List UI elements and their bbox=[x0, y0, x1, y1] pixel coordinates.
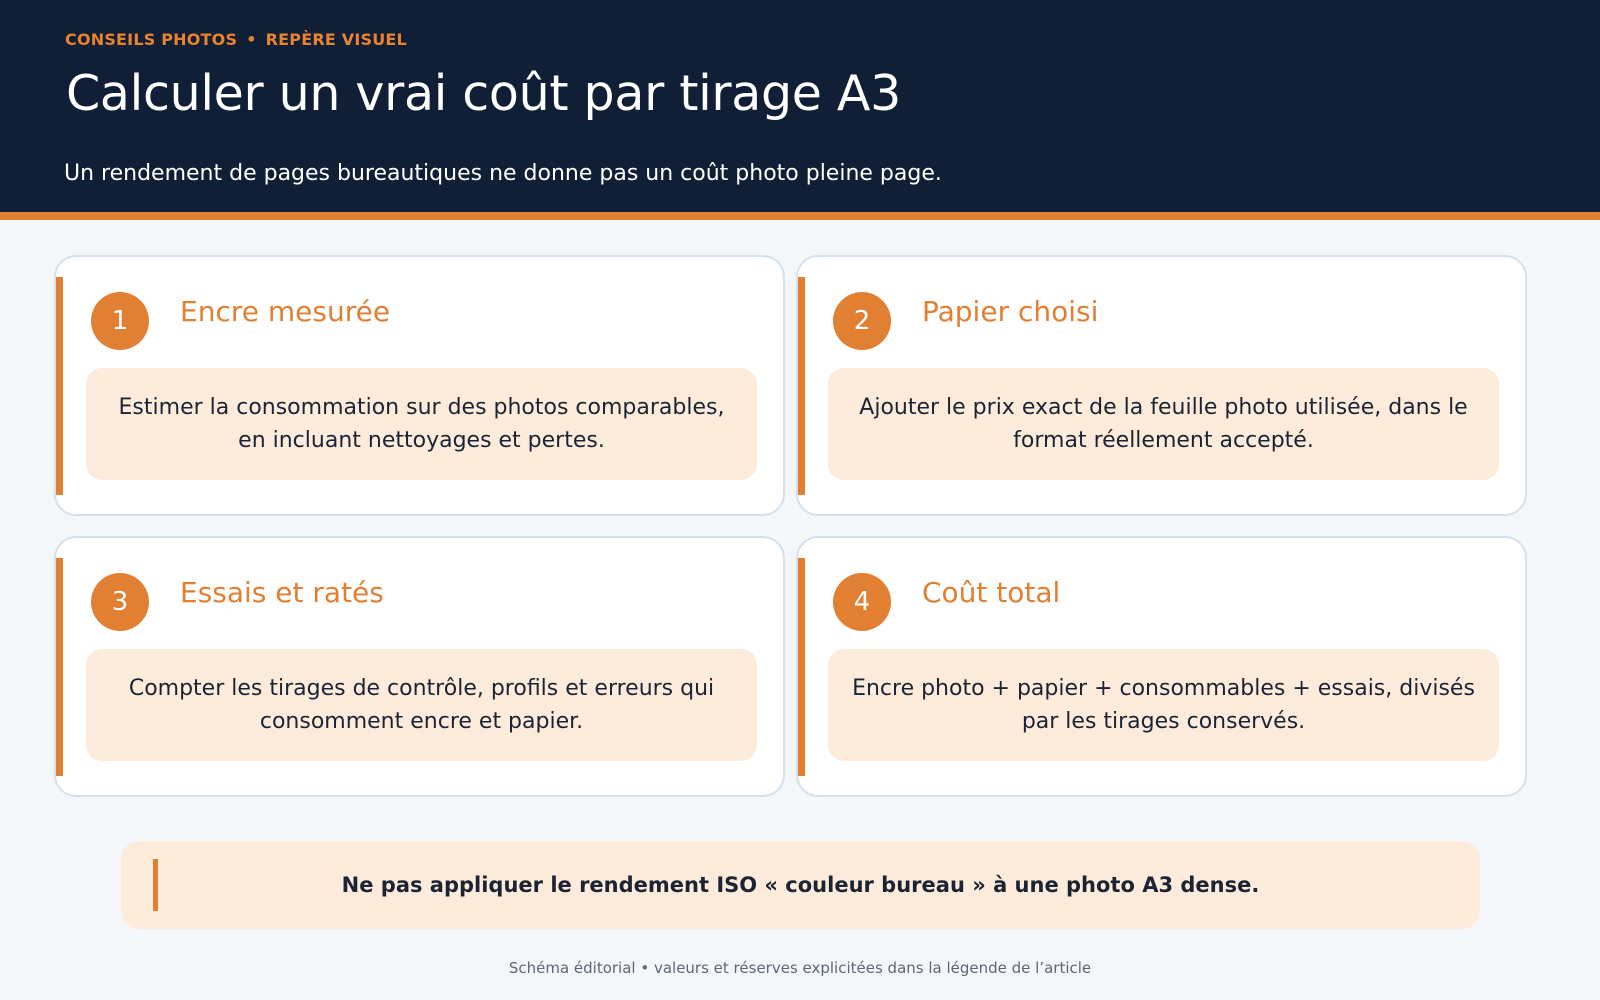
callout-text: Ne pas appliquer le rendement ISO « couleur bureau » à une photo A3 dense. bbox=[341, 873, 1260, 897]
header-banner bbox=[0, 0, 1600, 220]
card-accent-bar bbox=[798, 277, 805, 495]
step-number-badge: 2 bbox=[833, 292, 891, 350]
step-card-ink bbox=[54, 255, 785, 516]
kicker-type: REPÈRE VISUEL bbox=[265, 30, 407, 49]
step-number-badge: 3 bbox=[91, 573, 149, 631]
step-title: Encre mesurée bbox=[180, 295, 391, 328]
step-number-badge: 1 bbox=[91, 292, 149, 350]
warning-callout bbox=[121, 841, 1480, 929]
card-accent-bar bbox=[56, 277, 63, 495]
kicker-separator: • bbox=[246, 30, 257, 49]
kicker-category: CONSEILS PHOTOS bbox=[65, 30, 238, 49]
step-title: Essais et ratés bbox=[180, 576, 384, 609]
step-description: Encre photo + papier + consommables + essais, divisés par les tirages conservés. bbox=[828, 649, 1499, 761]
step-description: Estimer la consommation sur des photos comparables, en incluant nettoyages et pertes. bbox=[86, 368, 757, 480]
card-accent-bar bbox=[56, 558, 63, 776]
card-accent-bar bbox=[798, 558, 805, 776]
kicker bbox=[65, 30, 407, 49]
footer-caption: Schéma éditorial • valeurs et réserves explicitées dans la légende de l’article bbox=[508, 959, 1092, 977]
step-title: Coût total bbox=[922, 576, 1061, 609]
step-card-paper bbox=[796, 255, 1527, 516]
step-description: Ajouter le prix exact de la feuille photo utilisée, dans le format réellement accepté. bbox=[828, 368, 1499, 480]
page-subtitle: Un rendement de pages bureautiques ne donne pas un coût photo pleine page. bbox=[64, 161, 942, 186]
page-title: Calculer un vrai coût par tirage A3 bbox=[66, 65, 902, 122]
step-title: Papier choisi bbox=[922, 295, 1099, 328]
step-card-total bbox=[796, 536, 1527, 797]
step-description: Compter les tirages de contrôle, profils et erreurs qui consomment encre et papier. bbox=[86, 649, 757, 761]
step-card-tests bbox=[54, 536, 785, 797]
step-number-badge: 4 bbox=[833, 573, 891, 631]
